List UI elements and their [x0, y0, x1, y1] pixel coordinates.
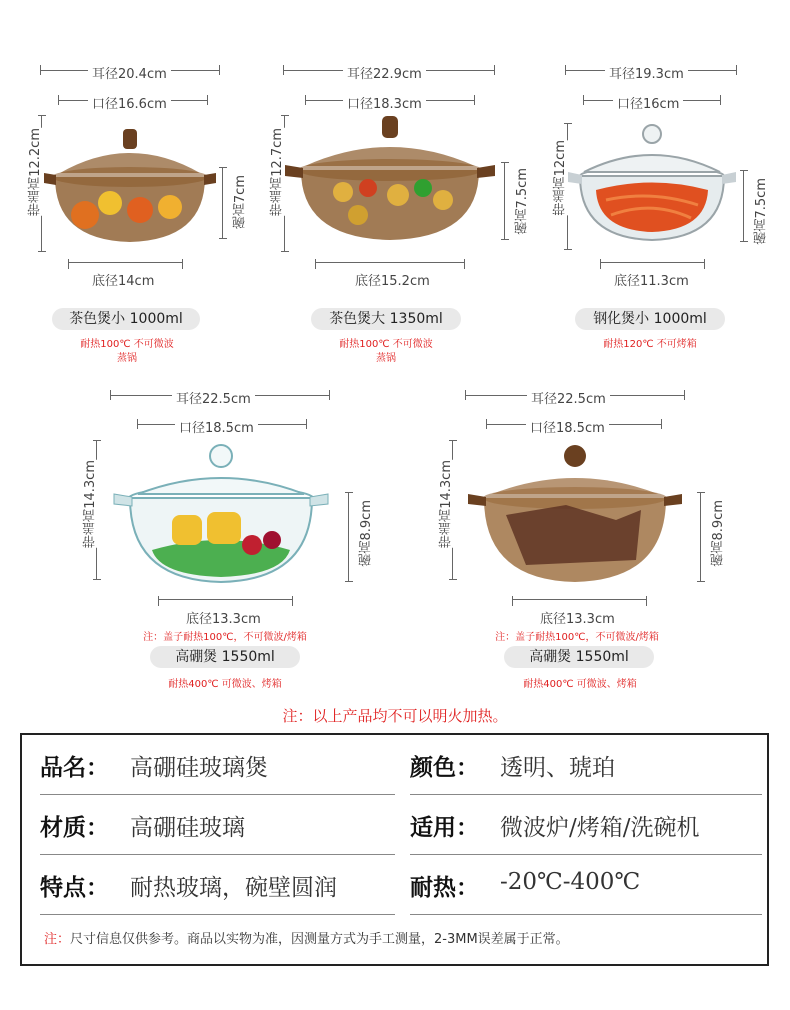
casserole-amber-small-image — [40, 115, 220, 255]
spec-color: 颜色： 透明、琥珀 — [410, 735, 762, 795]
base-diameter: 底径15.2cm — [315, 270, 465, 284]
lid-height: 带盖高12cm — [553, 140, 568, 216]
product-name-badge: 高硼煲 1550ml — [504, 646, 654, 668]
base-diameter: 底径14cm — [68, 270, 183, 284]
product-note: 耐热100℃ 不可微波 — [339, 339, 433, 350]
spec-table — [20, 733, 769, 966]
global-warning-note: 注：以上产品均不可以明火加热。 — [282, 707, 508, 725]
mouth-diameter: 口径18.5cm — [486, 417, 662, 431]
ear-diameter: 耳径22.9cm — [283, 63, 495, 77]
casserole-tempered-small-image — [566, 120, 738, 255]
mouth-diameter: 口径18.5cm — [137, 417, 307, 431]
casserole-amber-large-image — [283, 110, 497, 255]
casserole-borosilicate-clear-image — [112, 440, 330, 590]
ear-diameter: 耳径19.3cm — [565, 63, 737, 77]
mouth-diameter: 口径18.3cm — [305, 93, 475, 107]
mouth-diameter: 口径16cm — [583, 93, 721, 107]
product-note-2: 蒸锅 — [376, 353, 396, 364]
ear-diameter: 耳径22.5cm — [110, 388, 330, 402]
bowl-height: 碗高7.5cm — [515, 168, 530, 235]
bowl-height: 碗高8.9cm — [359, 500, 374, 567]
product-note: 耐热100℃ 不可微波 — [80, 339, 174, 350]
size-disclaimer: 注：尺寸信息仅供参考。商品以实物为准，因测量方式为手工测量，2-3MM误差属于正常。 — [44, 932, 569, 947]
spec-heat-resistance: 耐热： -20℃-400℃ — [410, 855, 762, 915]
base-diameter: 底径13.3cm — [512, 608, 647, 622]
spec-usage: 适用： 微波炉/烤箱/洗碗机 — [410, 795, 762, 855]
spec-feature: 特点： 耐热玻璃，碗壁圆润 — [40, 855, 395, 915]
mouth-diameter: 口径16.6cm — [58, 93, 208, 107]
product-note: 耐热400℃ 可微波、烤箱 — [523, 679, 637, 690]
ear-diameter: 耳径22.5cm — [465, 388, 685, 402]
base-diameter: 底径11.3cm — [600, 270, 705, 284]
spec-material: 材质： 高硼硅玻璃 — [40, 795, 395, 855]
lid-height: 带盖高12.2cm — [28, 128, 43, 216]
product-name-badge: 高硼煲 1550ml — [150, 646, 300, 668]
product-note-2: 蒸锅 — [117, 353, 137, 364]
lid-height: 带盖高14.3cm — [83, 460, 98, 548]
bowl-height: 碗高8.9cm — [711, 500, 726, 567]
lid-heat-note: 注：盖子耐热100℃，不可微波/烤箱 — [143, 632, 307, 643]
casserole-borosilicate-amber-image — [466, 440, 684, 590]
bowl-height: 碗高7cm — [233, 175, 248, 230]
lid-height: 带盖高14.3cm — [439, 460, 454, 548]
lid-height: 带盖高12.7cm — [270, 128, 285, 216]
lid-heat-note: 注：盖子耐热100℃，不可微波/烤箱 — [495, 632, 659, 643]
product-note: 耐热120℃ 不可烤箱 — [603, 339, 697, 350]
product-note: 耐热400℃ 可微波、烤箱 — [168, 679, 282, 690]
product-name-badge: 钢化煲小 1000ml — [575, 308, 725, 330]
ear-diameter: 耳径20.4cm — [40, 63, 220, 77]
spec-product-name: 品名： 高硼硅玻璃煲 — [40, 735, 395, 795]
product-name-badge: 茶色煲大 1350ml — [311, 308, 461, 330]
bowl-height: 碗高7.5cm — [754, 178, 769, 245]
product-name-badge: 茶色煲小 1000ml — [52, 308, 200, 330]
base-diameter: 底径13.3cm — [158, 608, 293, 622]
